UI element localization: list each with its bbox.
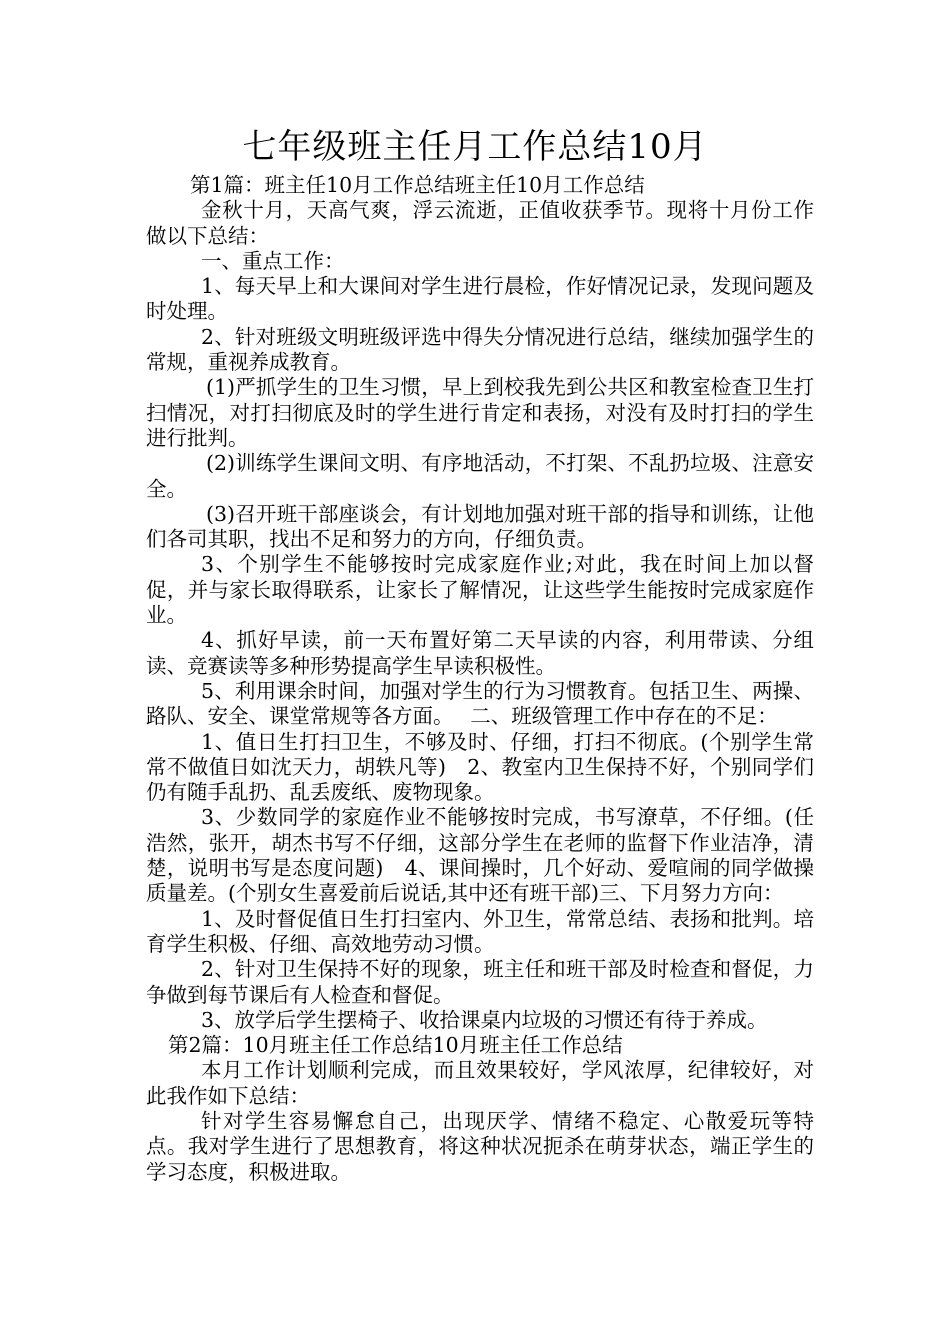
sub-paragraph: (1)严抓学生的卫生习惯，早上到校我先到公共区和教室检查卫生打扫情况，对打扫彻底及时的学生进行肯定和表扬，对没有及时打扫的学生进行批判。 <box>146 375 814 450</box>
document-body <box>146 173 814 1185</box>
section-heading-1: 第1篇：班主任10月工作总结班主任10月工作总结 <box>190 173 645 197</box>
paragraph: 1、及时督促值日生打扫室内、外卫生，常常总结、表扬和批判。培育学生积极、仔细、高效地劳动习惯。 <box>146 906 814 956</box>
paragraph: 3、个别学生不能够按时完成家庭作业;对此，我在时间上加以督促，并与家长取得联系，让家长了解情况，让这些学生能按时完成家庭作业。 <box>146 552 814 628</box>
paragraph: 本月工作计划顺利完成，而且效果较好，学风浓厚，纪律较好，对此我作如下总结： <box>146 1058 814 1108</box>
paragraph: 3、少数同学的家庭作业不能够按时完成，书写潦草，不仔细。(任浩然，张开，胡杰书写不仔细，这部分学生在老师的监督下作业洁净，清楚，说明书写是态度问题) 4、课间操时，几个好动、爱喧闹的同学做操质量差。(个别女生喜爱前后说话,其中还有班干部)三、下月努力方向： <box>146 805 814 906</box>
paragraph: 一、重点工作： <box>201 248 345 273</box>
paragraph: 2、针对卫生保持不好的现象，班主任和班干部及时检查和督促，力争做到每节课后有人检查和督促。 <box>146 957 814 1007</box>
sub-paragraph: (3)召开班干部座谈会，有计划地加强对班干部的指导和训练，让他们各司其职，找出不足和努力的方向，仔细负责。 <box>146 501 814 552</box>
paragraph: 金秋十月，天高气爽，浮云流逝，正值收获季节。现将十月份工作做以下总结： <box>146 198 814 248</box>
paragraph: 针对学生容易懈怠自己，出现厌学、情绪不稳定、心散爱玩等特点。我对学生进行了思想教育，将这种状况扼杀在萌芽状态，端正学生的学习态度，积极进取。 <box>146 1108 814 1184</box>
section-heading-2: 第2篇：10月班主任工作总结10月班主任工作总结 <box>168 1033 623 1058</box>
paragraph: 3、放学后学生摆椅子、收拾课桌内垃圾的习惯还有待于养成。 <box>201 1007 768 1032</box>
paragraph: 2、针对班级文明班级评选中得失分情况进行总结，继续加强学生的常规，重视养成教育。 <box>146 324 814 375</box>
sub-paragraph: (2)训练学生课间文明、有序地活动，不打架、不乱扔垃圾、注意安全。 <box>146 451 814 501</box>
paragraph: 1、值日生打扫卫生，不够及时、仔细，打扫不彻底。(个别学生常常不做值日如沈天力，胡轶凡等) 2、教室内卫生保持不好，个别同学们仍有随手乱扔、乱丢废纸、废物现象。 <box>146 729 814 805</box>
document-title: 七年级班主任月工作总结10月 <box>242 127 708 167</box>
paragraph: 1、每天早上和大课间对学生进行晨检，作好情况记录，发现问题及时处理。 <box>146 274 814 324</box>
paragraph: 4、抓好早读，前一天布置好第二天早读的内容，利用带读、分组读、竞赛读等多种形势提高学生早读积极性。 <box>146 628 814 678</box>
paragraph: 5、利用课余时间，加强对学生的行为习惯教育。包括卫生、两操、路队、安全、课堂常规等各方面。 二、班级管理工作中存在的不足： <box>146 678 814 729</box>
